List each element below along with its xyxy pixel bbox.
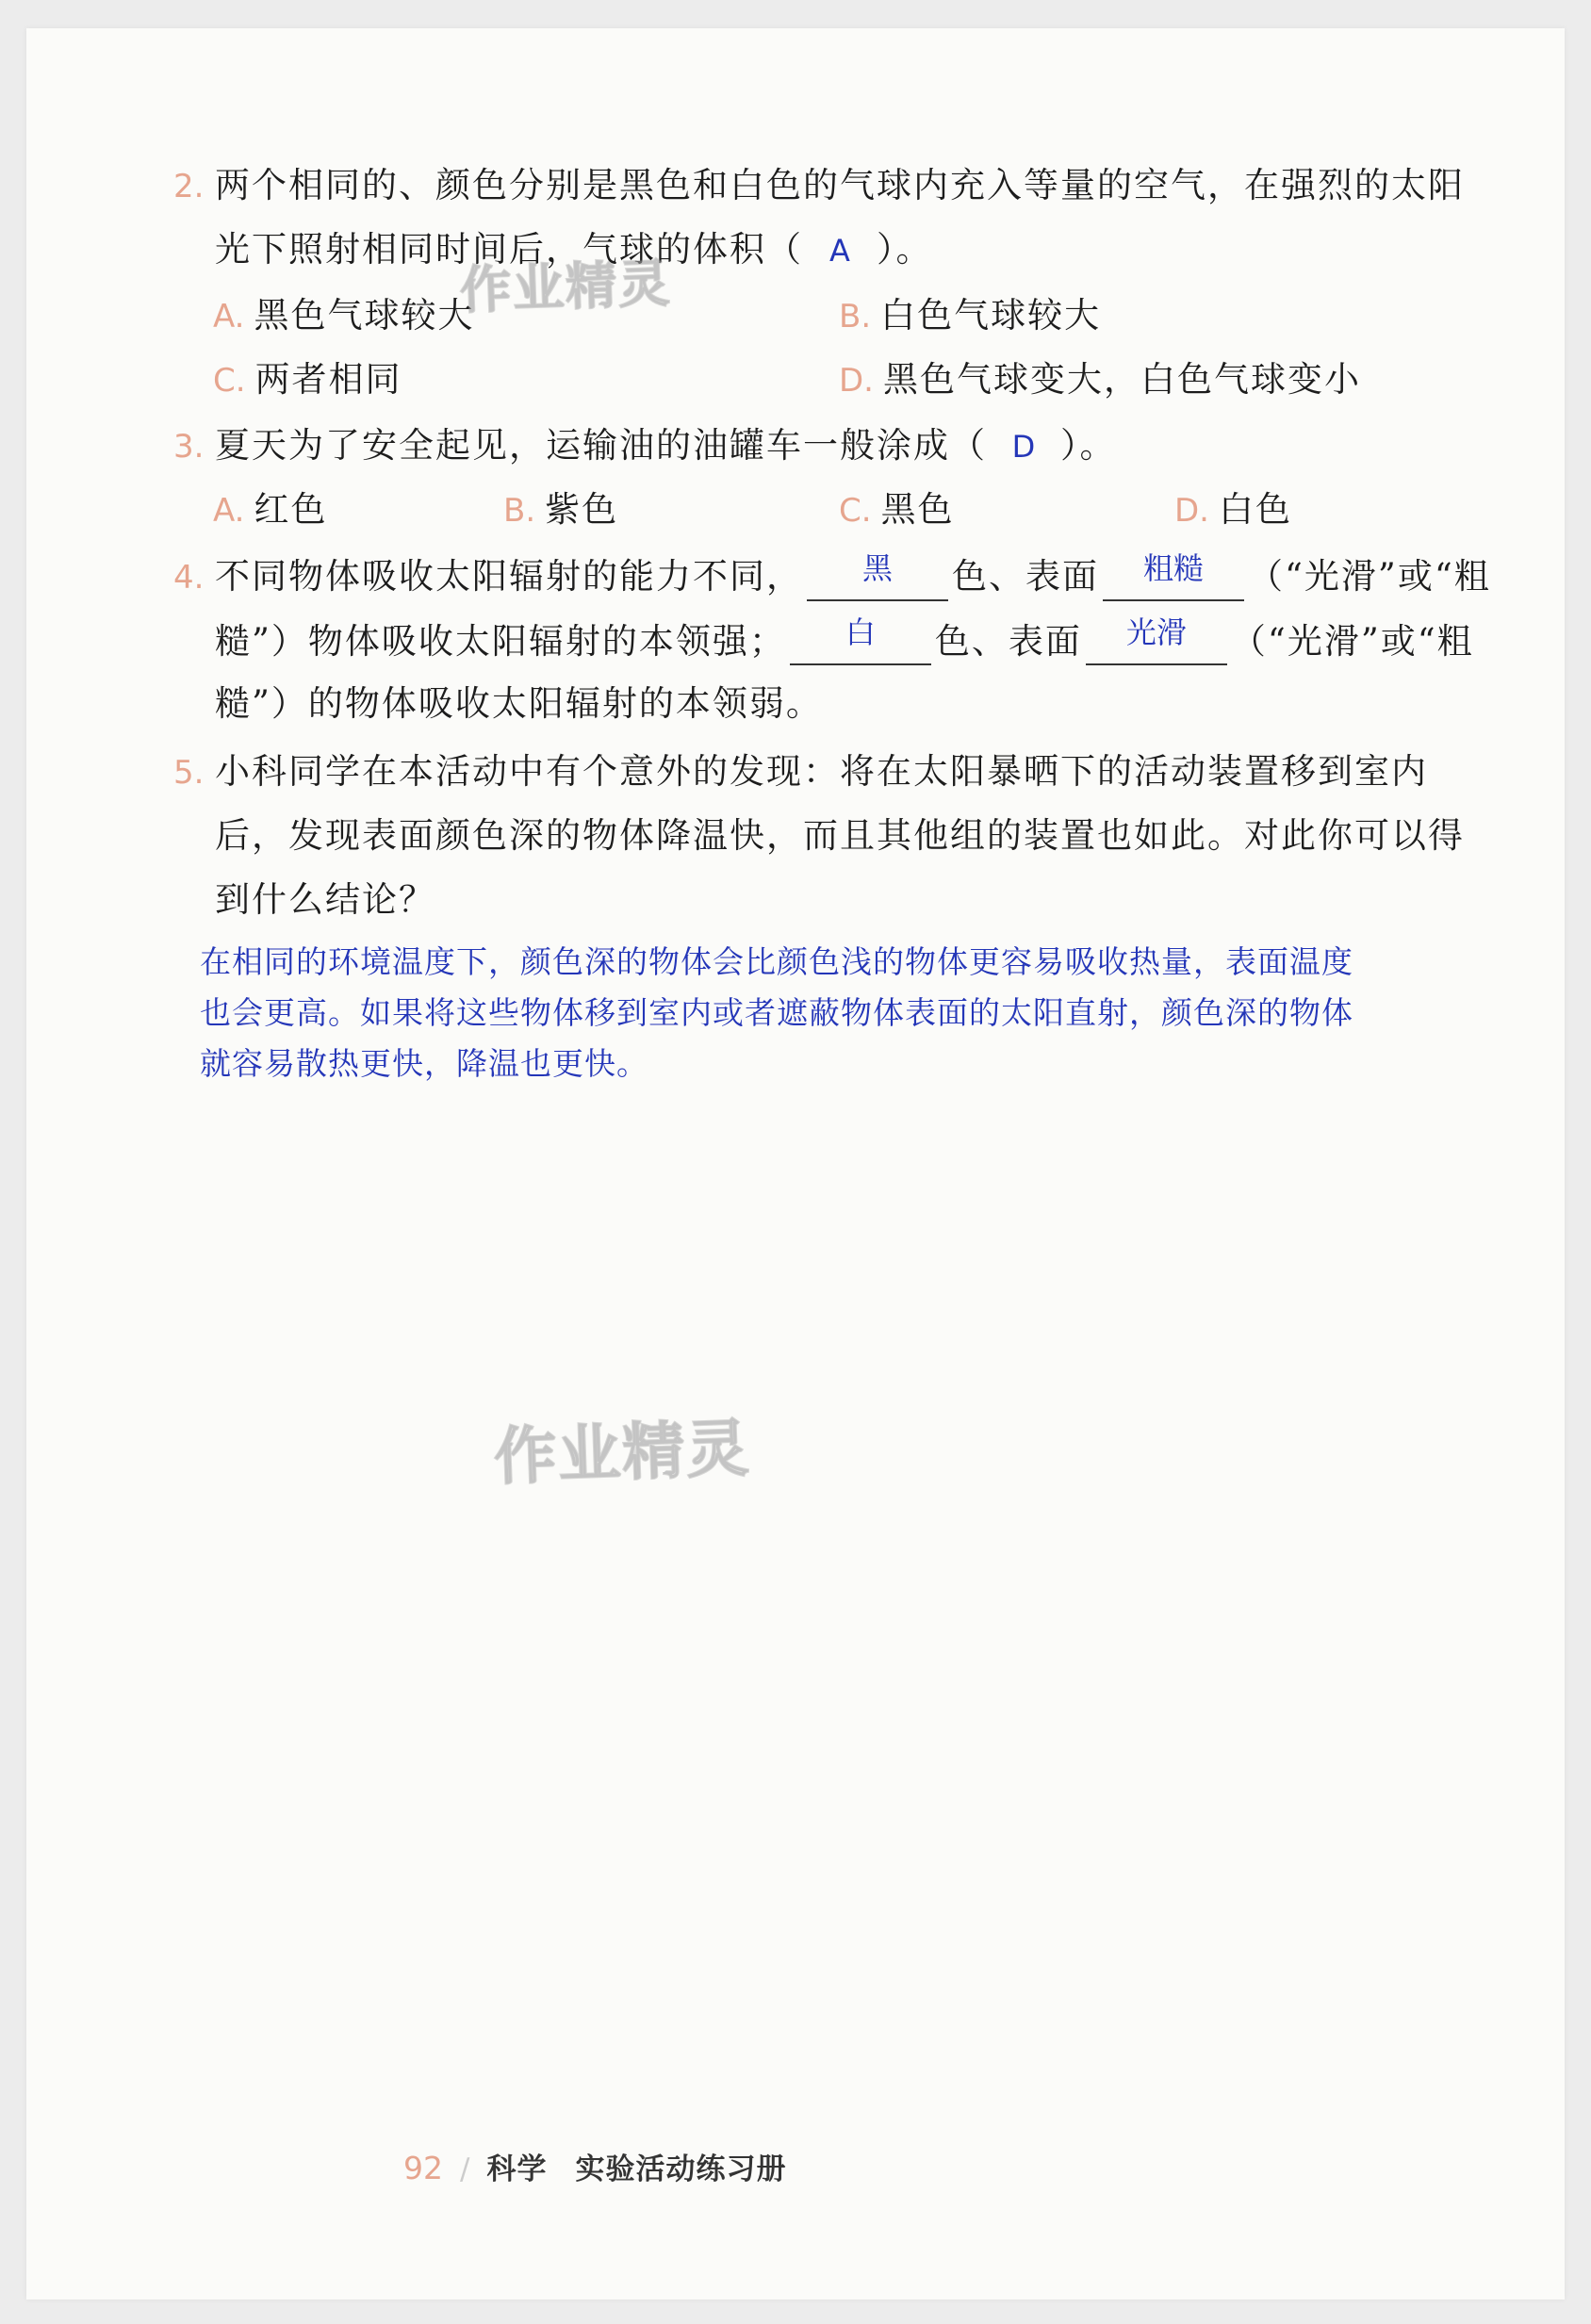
q4-blank-1-answer: 黑 <box>861 550 893 586</box>
q2-option-d-text: 黑色气球变大，白色气球变小 <box>883 359 1361 400</box>
q3-option-b-text: 紫色 <box>545 489 619 530</box>
q5-line1 <box>173 748 1428 796</box>
q2-stem-line2-end: ）。 <box>877 229 933 270</box>
q5-line2-text: 后，发现表面颜色深的物体降温快，而且其他组的装置也如此。对此你可以得 <box>215 815 1465 856</box>
q5-number: 5. <box>173 754 205 792</box>
q3-option-d-letter: D. <box>1174 492 1209 530</box>
q2-line1 <box>173 162 1465 210</box>
q3-option-d-text: 白色 <box>1219 489 1292 530</box>
q3-option-b <box>503 486 618 534</box>
q2-option-b-text: 白色气球较大 <box>880 295 1102 336</box>
q5-answer-line-1: 在相同的环境温度下，颜色深的物体会比颜色浅的物体更容易吸收热量，表面温度 <box>200 943 1353 980</box>
q3-option-d <box>1174 486 1292 534</box>
q5-line2 <box>215 812 1465 859</box>
q3-answer: D <box>1011 429 1036 465</box>
q3-option-a-text: 红色 <box>254 489 328 530</box>
q3-option-c-letter: C. <box>839 492 872 530</box>
q3-number: 3. <box>173 428 205 466</box>
q4-blank-3[interactable] <box>790 616 931 665</box>
q5-line3-text: 到什么结论？ <box>215 879 435 920</box>
q3-stem: 夏天为了安全起见，运输油的油罐车一般涂成（ <box>215 425 987 466</box>
q4-line1-mid: 色、表面 <box>952 556 1099 597</box>
page-footer <box>403 2145 786 2187</box>
q3-option-a <box>213 486 327 534</box>
q3-option-a-letter: A. <box>213 492 245 530</box>
q2-option-c-text: 两者相同 <box>254 359 402 400</box>
q5-answer-line-3: 就容易散热更快，降温也更快。 <box>200 1045 648 1082</box>
footer-subject: 科学 <box>486 2152 548 2186</box>
q4-line2 <box>215 616 1474 665</box>
q2-option-b <box>839 292 1101 340</box>
q2-option-a <box>213 292 474 340</box>
q4-line3-text: 糙”）的物体吸收太阳辐射的本领弱。 <box>215 683 823 724</box>
q4-line2-end: （“光滑”或“粗 <box>1230 621 1474 662</box>
q2-option-c-letter: C. <box>213 362 246 400</box>
q2-answer: A <box>829 233 850 269</box>
q4-number: 4. <box>173 559 205 597</box>
q4-blank-2-answer: 粗糙 <box>1142 550 1204 586</box>
q5-line3 <box>215 876 435 924</box>
q2-option-b-letter: B. <box>839 298 872 336</box>
q4-blank-3-answer: 白 <box>845 614 876 650</box>
q3-option-b-letter: B. <box>503 492 536 530</box>
q2-option-a-letter: A. <box>213 298 245 336</box>
q2-number: 2. <box>173 168 205 205</box>
q2-option-c <box>213 356 402 404</box>
q4-line1-text: 不同物体吸收太阳辐射的能力不同， <box>215 556 803 597</box>
q2-stem-line1: 两个相同的、颜色分别是黑色和白色的气球内充入等量的空气，在强烈的太阳 <box>215 165 1465 205</box>
watermark-top: 作业精灵 <box>459 254 673 320</box>
q4-line1 <box>173 552 1491 601</box>
q3-option-c-text: 黑色 <box>880 489 955 530</box>
page-number: 92 <box>403 2150 443 2186</box>
q4-blank-1[interactable] <box>807 552 948 601</box>
q4-blank-2[interactable] <box>1103 552 1244 601</box>
footer-book-title: 实验活动练习册 <box>575 2152 787 2186</box>
q2-option-d <box>839 356 1361 404</box>
q2-stem-line2: 光下照射相同时间后，气球的体积（ <box>215 229 803 270</box>
q4-blank-4[interactable] <box>1086 616 1227 665</box>
footer-separator: / <box>460 2152 470 2186</box>
q3-option-c <box>839 486 955 534</box>
q2-option-d-letter: D. <box>839 362 874 400</box>
q5-written-answer[interactable] <box>200 937 1453 1089</box>
q4-line3 <box>215 680 823 728</box>
q5-line1-text: 小科同学在本活动中有个意外的发现：将在太阳暴晒下的活动装置移到室内 <box>215 751 1428 792</box>
q4-line1-end: （“光滑”或“粗 <box>1248 556 1491 597</box>
watermark-middle: 作业精灵 <box>492 1412 752 1494</box>
q5-answer-line-2: 也会更高。如果将这些物体移到室内或者遮蔽物体表面的太阳直射，颜色深的物体 <box>200 994 1353 1031</box>
q4-line2-text: 糙”）物体吸收太阳辐射的本领强； <box>215 621 786 662</box>
q4-line2-mid: 色、表面 <box>934 621 1082 662</box>
q4-blank-4-answer: 光滑 <box>1125 614 1187 650</box>
q3-line <box>173 422 1117 470</box>
q3-stem-end: ）。 <box>1060 425 1117 466</box>
q2-option-a-text: 黑色气球较大 <box>254 295 475 336</box>
